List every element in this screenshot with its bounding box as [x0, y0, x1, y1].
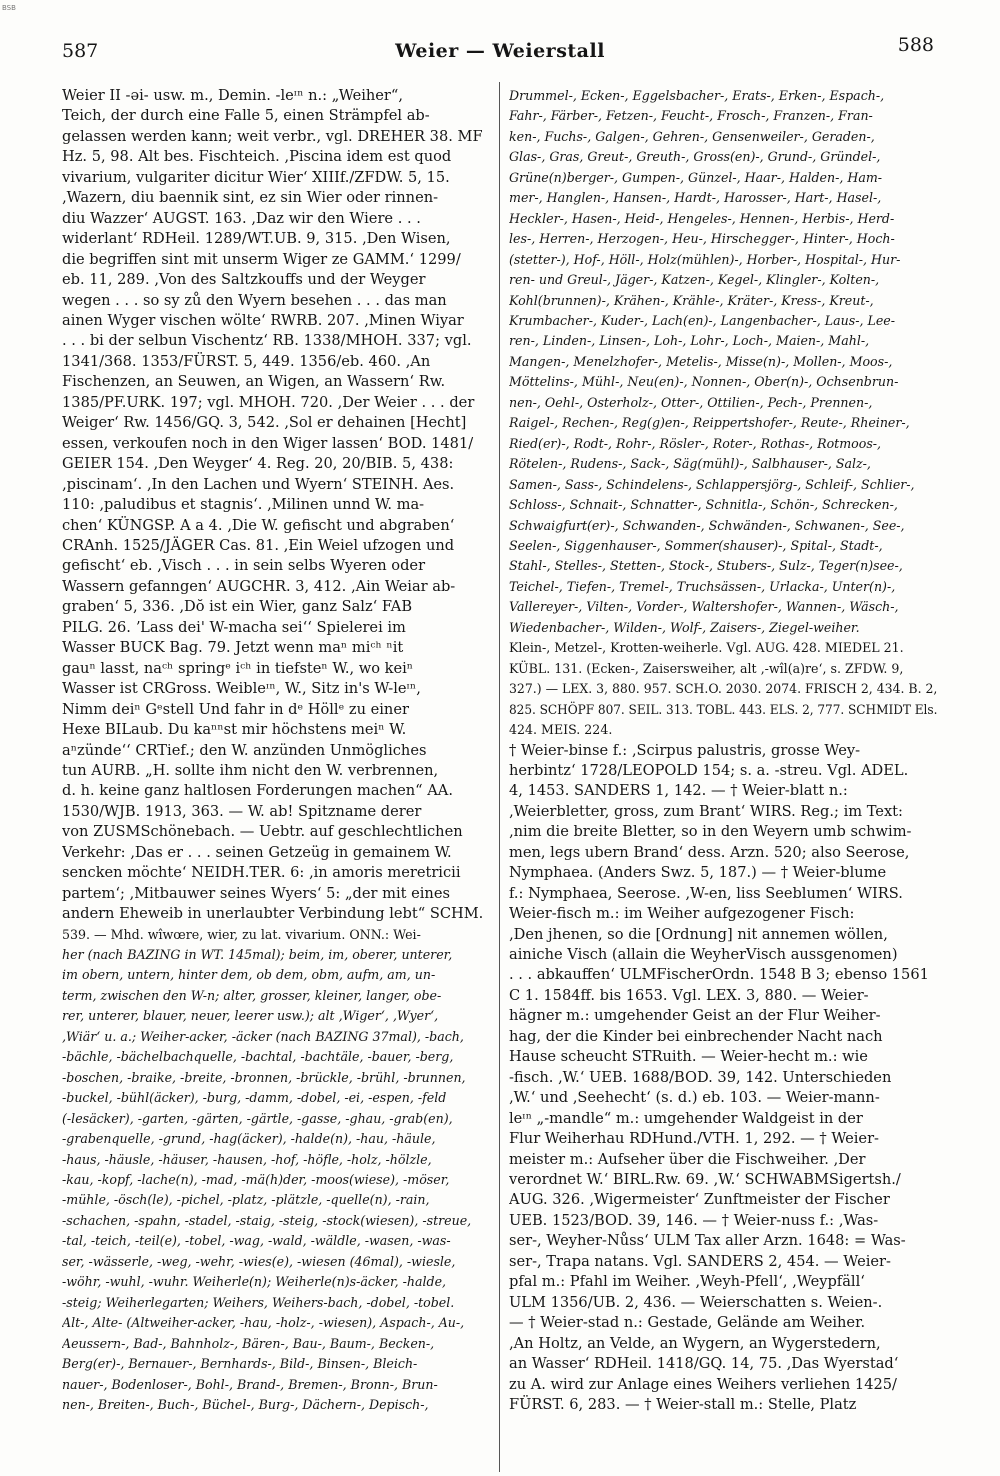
library-stamp: BSB [2, 4, 16, 12]
text-line: Fischenzen, an Seuwen, an Wigen, an Wassern‘ Rw. [62, 373, 446, 391]
text-line: rer, unterer, blauer, neuer, leerer usw.); alt ‚Wiger‘, ‚Wyer‘, [62, 1008, 439, 1024]
text-line: Drummel-, Ecken-, Eggelsbacher-, Erats-, Erken-, Espach-, [509, 88, 885, 103]
text-line: Heckler-, Hasen-, Heid-, Hengeles-, Hennen-, Herbis-, Herd- [509, 210, 895, 226]
text-line: gelassen werden kann; weit verbr., vgl. DREHER 38. MF [62, 127, 483, 145]
text-line: Mangen-, Menelzhofer-, Metelis-, Misse(n)-, Mollen-, Moos-, [509, 353, 893, 369]
text-line: verordnet W.‘ BIRL.Rw. 69. ‚W.‘ SCHWABMSigertsh./ [509, 1171, 901, 1189]
text-line: Teichel-, Tiefen-, Tremel-, Truchsässen-, Urlacka-, Unter(n)-, [509, 578, 896, 594]
text-line: graben‘ 5, 336. ‚Dŏ ist ein Wier, ganz Salz‘ FAB [62, 598, 413, 616]
text-line: 1530/WJB. 1913, 363. — W. ab! Spitzname derer [62, 802, 422, 820]
text-line: Alt-, Alte- (Altweiher-acker, -hau, -holz-, -wiesen), Aspach-, Au-, [62, 1315, 465, 1331]
text-line: diu Wazzer‘ AUGST. 163. ‚Daz wir den Wiere . . . [62, 209, 421, 227]
text-line: wegen . . . so sy zů den Wyern besehen . . . das man [62, 291, 447, 309]
text-line: Hause scheucht STRuith. — Weier-hecht m.: wie [509, 1048, 868, 1066]
text-line: (stetter-), Hof-, Höll-, Holz(mühlen)-, Horber-, Hospital-, Hur- [509, 251, 901, 267]
text-line: -steig; Weiherlegarten; Weihers, Weihers-bach, -dobel, -tobel. [62, 1294, 455, 1310]
text-line: Glas-, Gras, Greut-, Greuth-, Gross(en)-, Grund-, Gründel-, [509, 149, 881, 165]
text-line: Verkehr: ‚Das er . . . seinen Getzeüg in gemainem W. [62, 843, 452, 861]
text-line: ser-, Trapa natans. Vgl. SANDERS 2, 454. — Weier- [509, 1252, 891, 1270]
text-line: ‚W.‘ und ‚Seehecht‘ (s. d.) eb. 103. — Weier-mann- [509, 1089, 880, 1107]
text-line: -tal, -teich, -teil(e), -tobel, -wag, -wald, -wäldle, -wasen, -was- [62, 1233, 451, 1249]
text-line: -fisch. ‚W.‘ UEB. 1688/BOD. 39, 142. Unterschieden [509, 1068, 892, 1086]
right-column [509, 86, 937, 1462]
left-column [62, 86, 489, 1462]
column-divider [499, 82, 500, 1472]
text-line: 1341/368. 1353/FÜRST. 5, 449. 1356/eb. 460. ‚An [62, 352, 431, 370]
text-line: Aeussern-, Bad-, Bahnholz-, Bären-, Bau-, Baum-, Becken-, [62, 1335, 435, 1351]
text-line: essen, verkoufen noch in den Wiger lassen‘ BOD. 1481/ [62, 434, 474, 452]
text-line: Hz. 5, 98. Alt bes. Fischteich. ‚Piscina idem est quod [62, 148, 452, 166]
text-line: 327.) — LEX. 3, 880. 957. SCH.O. 2030. 2074. FRISCH 2, 434. B. 2, [509, 681, 937, 697]
text-line: Ried(er)-, Rodt-, Rohr-, Rösler-, Roter-, Rothas-, Rotmoos-, [509, 435, 882, 451]
page-number-left: 587 [62, 40, 99, 62]
text-line: C 1. 1584ff. bis 1653. Vgl. LEX. 3, 880. — Weier- [509, 986, 869, 1004]
text-line: -boschen, -braike, -breite, -bronnen, -brückle, -brühl, -brunnen, [62, 1069, 466, 1085]
text-line: Schloss-, Schnait-, Schnatter-, Schnitla-, Schön-, Schrecken-, [509, 497, 898, 513]
text-line: -mühle, -ösch(le), -pichel, -platz, -plätzle, -quelle(n), -rain, [62, 1192, 430, 1208]
text-line: ainiche Visch (allain die WeyherVisch aussgenomen) [509, 946, 898, 964]
text-line: Berg(er)-, Bernauer-, Bernhards-, Bild-, Binsen-, Bleich- [62, 1356, 418, 1372]
text-line: ‚An Holtz, an Velde, an Wygern, an Wygerstedern, [509, 1334, 881, 1352]
text-line: Weiger‘ Rw. 1456/GQ. 3, 542. ‚Sol er dehainen [Hecht] [62, 414, 467, 432]
text-line: Vallereyer-, Vilten-, Vorder-, Waltershofer-, Wannen-, Wäsch-, [509, 599, 899, 615]
text-line: Weier-fisch m.: im Weiher aufgezogener Fisch: [509, 905, 855, 923]
text-line: Klein-, Metzel-, Krotten-weiherle. Vgl. AUG. 428. MIEDEL 21. [509, 640, 904, 656]
text-line: KÜBL. 131. (Ecken-, Zaisersweiher, alt ‚-wîl(a)re‘, s. ZFDW. 9, [509, 660, 904, 676]
text-line: nauer-, Bodenloser-, Bohl-, Brand-, Bremen-, Bronn-, Brun- [62, 1376, 438, 1392]
text-line: FÜRST. 6, 283. — † Weier-stall m.: Stelle, Platz [509, 1396, 857, 1413]
text-line: Wasser ist CRGross. Weibleᶦⁿ, W., Sitz in's W-leᶦⁿ, [62, 680, 421, 698]
text-line: 539. — Mhd. wîwœre, wier, zu lat. vivarium. ONN.: Wei- [62, 926, 421, 942]
text-line: -bächle, -bächelbachquelle, -bachtal, -bachtäle, -bauer, -berg, [62, 1049, 454, 1065]
text-line: von ZUSMSchönebach. — Uebtr. auf geschlechtlichen [62, 823, 463, 841]
text-line: die begriffen sint mit unserm Wiger ze GAMM.‘ 1299/ [62, 250, 461, 268]
text-line: ‚Wazern, diu baennik sint, ez sin Wier oder rinnen- [62, 189, 439, 207]
text-line: ‚nim die breite Bletter, so in den Weyern umb schwim- [509, 823, 912, 841]
text-line: aⁿzündeʻʻ CRTief.; den W. anzünden Unmögliches [62, 741, 427, 759]
text-line: ser-, Weyher-Nůss‘ ULM Tax aller Arzn. 1648: = Was- [509, 1232, 906, 1250]
text-line: 1385/PF.URK. 197; vgl. MHOH. 720. ‚Der Weier . . . der [62, 393, 475, 411]
text-line: ken-, Fuchs-, Galgen-, Gehren-, Gensenweiler-, Geraden-, [509, 128, 875, 144]
text-line: Wasser BUCK Bag. 79. Jetzt wenn maⁿ miᶜʰ ⁿit [62, 639, 404, 657]
text-line: ren-, Linden-, Linsen-, Loh-, Lohr-, Loch-, Maien-, Mahl-, [509, 333, 870, 349]
text-line: hag, der die Kinder bei einbrechender Nacht nach [509, 1027, 883, 1045]
text-line: -kau, -kopf, -lache(n), -mad, -mä(h)der, -moos(wiese), -möser, [62, 1172, 450, 1188]
text-line: ‚Den jhenen, so die [Ordnung] nit annemen wöllen, [509, 925, 888, 943]
text-line: widerlant‘ RDHeil. 1289/WT.UB. 9, 315. ‚Den Wisen, [62, 230, 451, 248]
text-line: eb. 11, 289. ‚Von des Saltzkouffs und der Weyger [62, 271, 426, 289]
text-line: gefischt‘ eb. ‚Visch . . . in sein selbs Wyeren oder [62, 557, 426, 575]
text-line: 424. MEIS. 224. [509, 722, 613, 738]
text-line: 825. SCHÖPF 807. SEIL. 313. TOBL. 443. ELS. 2, 777. SCHMIDT Els. [509, 701, 937, 717]
text-line: UEB. 1523/BOD. 39, 146. — † Weier-nuss f.: ‚Was- [509, 1211, 879, 1229]
text-line: (-lesäcker), -garten, -gärten, -gärtle, -gasse, -ghau, -grab(en), [62, 1110, 453, 1126]
text-line: ULM 1356/UB. 2, 436. — Weierschatten s. Weien-. [509, 1293, 883, 1311]
text-line: Grüne(n)berger-, Gumpen-, Günzel-, Haar-, Halden-, Ham- [509, 169, 883, 185]
text-line: Stahl-, Stelles-, Stetten-, Stock-, Stubers-, Sulz-, Teger(n)see-, [509, 558, 903, 574]
text-line: † Weier-binse f.: ‚Scirpus palustris, grosse Wey- [509, 741, 861, 759]
text-line: d. h. keine ganz haltlosen Forderungen machen“ AA. [62, 782, 453, 800]
text-line: ‚Wiär‘ u. a.; Weiher-acker, -äcker (nach BAZING 37mal), -bach, [62, 1028, 464, 1044]
text-line: vivarium, vulgariter dicitur Wier‘ XIIIf./ZFDW. 5, 15. [62, 168, 450, 186]
text-line: im obern, untern, hinter dem, ob dem, obm, aufm, am, un- [62, 967, 436, 983]
text-line: zu A. wird zur Anlage eines Weihers verliehen 1425/ [509, 1375, 897, 1393]
text-line: Krumbacher-, Kuder-, Lach(en)-, Langenbacher-, Laus-, Lee- [509, 312, 895, 328]
text-line: Hexe BILaub. Du kaⁿⁿst mir höchstens meiⁿ W. [62, 721, 407, 739]
text-line: gauⁿ lasst, naᶜʰ springᵉ iᶜʰ in tiefsteⁿ W., wo keiⁿ [62, 659, 414, 677]
text-line: Teich, der durch eine Falle 5, einen Strämpfel ab- [62, 107, 430, 125]
text-line: Nymphaea. (Anders Swz. 5, 187.) — † Weier-blume [509, 864, 887, 882]
text-line: Schwaigfurt(er)-, Schwanden-, Schwänden-, Schwanen-, See-, [509, 517, 905, 533]
text-line: les-, Herren-, Herzogen-, Heu-, Hirschegger-, Hinter-, Hoch- [509, 231, 895, 247]
text-line: her (nach BAZING in WT. 145mal); beim, im, oberer, unterer, [62, 947, 453, 963]
text-line: ‚Weierbletter, gross, zum Brant‘ WIRS. Reg.; im Text: [509, 802, 903, 820]
text-line: men, legs ubern Brand‘ dess. Arzn. 520; also Seerose, [509, 843, 910, 861]
text-line: ainen Wyger vischen wölte‘ RWRB. 207. ‚Minen Wiyar [62, 311, 464, 329]
text-line: -grabenquelle, -grund, -hag(äcker), -halde(n), -hau, -häule, [62, 1131, 436, 1147]
text-line: ser, -wässerle, -weg, -wehr, -wies(e), -wiesen (46mal), -wiesle, [62, 1253, 456, 1269]
text-line: — † Weier-stad n.: Gestade, Gelände am Weiher. [509, 1314, 866, 1332]
text-line: partem‘; ‚Mitbauwer seines Wyers‘ 5: „der mit eines [62, 884, 450, 902]
text-line: hägner m.: umgehender Geist an der Flur Weiher- [509, 1007, 881, 1025]
text-line: Rötelen-, Rudens-, Sack-, Säg(mühl)-, Salbhauser-, Salz-, [509, 456, 871, 472]
text-line: PILG. 26. ʼLass dei' W-macha seiʻʻ Spielerei im [62, 618, 406, 636]
text-line: nen-, Oehl-, Osterholz-, Otter-, Ottilien-, Pech-, Prennen-, [509, 394, 873, 410]
text-line: andern Eheweib in unerlaubter Verbindung lebt“ SCHM. [62, 905, 484, 923]
text-line: ren- und Greul-, Jäger-, Katzen-, Kegel-, Klingler-, Kolten-, [509, 272, 880, 288]
text-line: Wiedenbacher-, Wilden-, Wolf-, Zaisers-, Ziegel-weiher. [509, 619, 860, 635]
text-line: -haus, -häusle, -häuser, -hausen, -hof, -höfle, -holz, -hölzle, [62, 1151, 432, 1167]
page-number-right: 588 [897, 34, 934, 56]
text-line: Seelen-, Siggenhauser-, Sommer(shauser)-, Spital-, Stadt-, [509, 537, 883, 553]
text-line: -schachen, -spahn, -stadel, -staig, -steig, -stock(wiesen), -streue, [62, 1212, 472, 1228]
text-line: AUG. 326. ‚Wigermeister‘ Zunftmeister der Fischer [509, 1191, 890, 1209]
text-line: ‚piscinam‘. ‚In den Lachen und Wyern‘ STEINH. Aes. [62, 475, 455, 493]
text-line: pfal m.: Pfahl im Weiher. ‚Weyh-Pfell‘, ‚Weypfäll‘ [509, 1273, 865, 1291]
text-line: Nimm deiⁿ Gᵉstell Und fahr in dᵉ Höllᵉ zu einer [62, 700, 409, 718]
text-line: GEIER 154. ‚Den Weyger‘ 4. Reg. 20, 20/BIB. 5, 438: [62, 455, 454, 473]
text-line: -buckel, -bühl(äcker), -burg, -damm, -dobel, -ei, -espen, -feld [62, 1090, 447, 1106]
text-line: Weier II -əi- usw. m., Demin. -leᶦⁿ n.: „Weiher“, [62, 87, 403, 104]
text-line: an Wasser‘ RDHeil. 1418/GQ. 14, 75. ‚Das Wyerstad‘ [509, 1355, 899, 1373]
text-line: term, zwischen den W-n; alter, grosser, kleiner, langer, obe- [62, 987, 442, 1003]
text-line: Flur Weiherhau RDHund./VTH. 1, 292. — † Weier- [509, 1130, 879, 1148]
text-line: chen‘ KÜNGSP. A a 4. ‚Die W. gefischt und abgraben‘ [62, 516, 455, 534]
text-line: -wöhr, -wuhl, -wuhr. Weiherle(n); Weiherle(n)s-äcker, -halde, [62, 1274, 447, 1290]
text-line: Fahr-, Färber-, Fetzen-, Feucht-, Frosch-, Franzen-, Fran- [509, 108, 873, 124]
text-line: sencken möchte‘ NEIDH.TER. 6: ‚in amoris meretricii [62, 864, 461, 882]
text-line: 110: ‚paludibus et stagnis‘. ‚Milinen unnd W. ma- [62, 496, 425, 514]
text-line: Wassern gefanngen‘ AUGCHR. 3, 412. ‚Ain Weiar ab- [62, 577, 456, 595]
page-title: Weier — Weierstall [395, 40, 605, 62]
text-line: leᶦⁿ „-mandle“ m.: umgehender Waldgeist in der [509, 1109, 863, 1127]
text-line: Raigel-, Rechen-, Reg(g)en-, Reippertshofer-, Reute-, Rheiner-, [509, 415, 910, 431]
text-line: f.: Nymphaea, Seerose. ‚W-en, liss Seeblumen‘ WIRS. [509, 884, 903, 902]
text-line: Samen-, Sass-, Schindelens-, Schlappersjörg-, Schleif-, Schlier-, [509, 476, 915, 492]
text-line: herbintz‘ 1728/LEOPOLD 154; s. a. -streu. Vgl. ADEL. [509, 761, 909, 779]
text-line: meister m.: Aufseher über die Fischweiher. ‚Der [509, 1150, 866, 1168]
text-line: Möttelins-, Mühl-, Neu(en)-, Nonnen-, Ober(n)-, Ochsenbrun- [509, 374, 899, 390]
text-line: 4, 1453. SANDERS 1, 142. — † Weier-blatt n.: [509, 782, 848, 800]
text-line: . . . abkauffen‘ ULMFischerOrdn. 1548 B 3; ebenso 1561 [509, 966, 929, 984]
text-line: tun AURB. „H. sollte ihm nicht den W. verbrennen, [62, 761, 439, 779]
text-line: mer-, Hanglen-, Hansen-, Hardt-, Harosser-, Hart-, Hasel-, [509, 190, 882, 206]
text-line: . . . bi der selbun Vischentz‘ RB. 1338/MHOH. 337; vgl. [62, 332, 472, 350]
page-header [0, 34, 1000, 64]
text-line: nen-, Breiten-, Buch-, Büchel-, Burg-, Dächern-, Depisch-, [62, 1397, 429, 1412]
text-line: Kohl(brunnen)-, Krähen-, Krähle-, Kräter-, Kress-, Kreut-, [509, 292, 874, 308]
text-line: CRAnh. 1525/JÄGER Cas. 81. ‚Ein Weiel ufzogen und [62, 536, 455, 554]
